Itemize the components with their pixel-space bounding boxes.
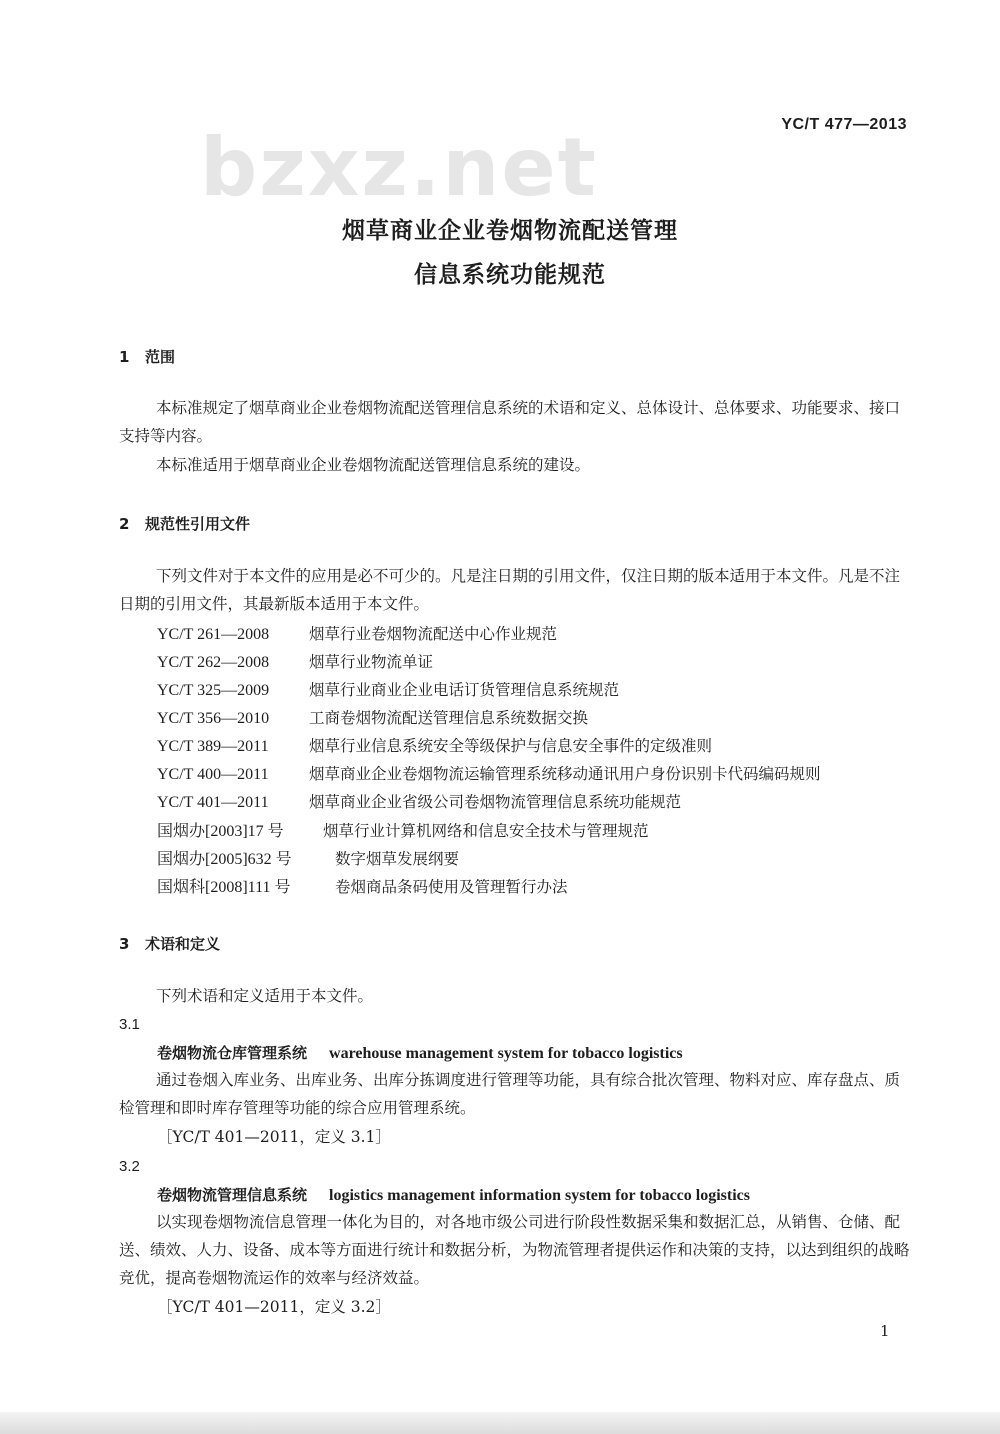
section-1-paragraph-1: 本标准规定了烟草商业企业卷烟物流配送管理信息系统的术语和定义、总体设计、总体要求、功能要求、接口支持等内容。 [119,399,901,445]
reference-title: 烟草行业计算机网络和信息安全技术与管理规范 [323,822,649,840]
term-title-en: warehouse management system for tobacco logistics [329,1045,683,1062]
reference-code: YC/T 401—2011 [157,794,269,811]
section-1-heading [119,346,175,367]
section-number: 3 [119,935,130,953]
reference-title: 烟草行业卷烟物流配送中心作业规范 [309,625,558,643]
term-title [157,1184,750,1205]
reference-code: YC/T 356—2010 [157,710,270,727]
document-title-line1: 烟草商业企业卷烟物流配送管理 [342,218,678,244]
reference-title: 烟草行业物流单证 [309,653,434,671]
reference-title: 数字烟草发展纲要 [335,850,460,868]
section-number: 1 [119,348,130,366]
reference-code: 国烟办[2003]17 号 [157,823,284,840]
reference-item [157,706,588,728]
reference-title: 烟草商业企业卷烟物流运输管理系统移动通讯用户身份识别卡代码编码规则 [309,765,821,783]
reference-item [157,762,821,784]
section-2-intro: 下列文件对于本文件的应用是必不可少的。凡是注日期的引用文件，仅注日期的版本适用于本文件。凡是不注日期的引用文件，其最新版本适用于本文件。 [119,567,901,613]
reference-item [157,818,649,841]
reference-item [157,678,619,700]
reference-code: YC/T 262—2008 [157,654,270,671]
term-number: 3.1 [119,1016,140,1033]
section-title: 术语和定义 [145,935,221,953]
reference-title: 烟草行业信息系统安全等级保护与信息安全事件的定级准则 [309,737,713,755]
reference-item [157,874,568,897]
term-source: ［YC/T 401—2011，定义 3.2］ [157,1298,391,1316]
section-2-heading [119,513,250,534]
reference-title: 卷烟商品条码使用及管理暂行办法 [335,878,568,896]
term-title [157,1042,683,1063]
term-title-zh: 卷烟物流仓库管理系统 [157,1044,308,1062]
reference-code: 国烟办[2005]632 号 [157,851,292,868]
watermark: bzxz.net [200,121,598,214]
term-title-zh: 卷烟物流管理信息系统 [157,1186,308,1204]
term-source: ［YC/T 401—2011，定义 3.1］ [157,1128,391,1146]
section-1-paragraph-2: 本标准适用于烟草商业企业卷烟物流配送管理信息系统的建设。 [156,456,591,474]
section-3-intro: 下列术语和定义适用于本文件。 [156,987,374,1005]
section-title: 范围 [145,348,176,366]
reference-code: YC/T 325—2009 [157,682,270,699]
reference-title: 烟草行业商业企业电话订货管理信息系统规范 [309,681,620,699]
document-title-line2: 信息系统功能规范 [414,262,606,288]
reference-item [157,622,557,644]
reference-code: YC/T 389—2011 [157,738,269,755]
viewer-bottom-edge [0,1412,1000,1434]
reference-title: 工商卷烟物流配送管理信息系统数据交换 [309,709,589,727]
reference-item [157,846,459,869]
reference-item [157,790,681,812]
reference-title: 烟草商业企业省级公司卷烟物流管理信息系统功能规范 [309,793,682,811]
section-title: 规范性引用文件 [145,515,251,533]
page-number: 1 [880,1322,890,1340]
reference-code: YC/T 400—2011 [157,766,269,783]
reference-code: 国烟科[2008]111 号 [157,879,291,896]
section-number: 2 [119,515,130,533]
reference-item [157,650,433,672]
term-definition: 以实现卷烟物流信息管理一体化为目的，对各地市级公司进行阶段性数据采集和数据汇总，从销售、仓储、配送、绩效、人力、设备、成本等方面进行统计和数据分析，为物流管理者提供运作和决策的支持，以达到组织的战略竞优，提高卷烟物流运作的效率与经济效益。 [119,1213,910,1287]
term-title-en: logistics management information system for tobacco logistics [329,1187,750,1204]
section-3-heading [119,933,220,954]
term-number: 3.2 [119,1158,140,1175]
reference-code: YC/T 261—2008 [157,626,270,643]
standard-code: YC/T 477—2013 [781,116,907,133]
term-definition: 通过卷烟入库业务、出库业务、出库分拣调度进行管理等功能，具有综合批次管理、物料对应、库存盘点、质检管理和即时库存管理等功能的综合应用管理系统。 [119,1071,901,1117]
reference-item [157,734,712,756]
